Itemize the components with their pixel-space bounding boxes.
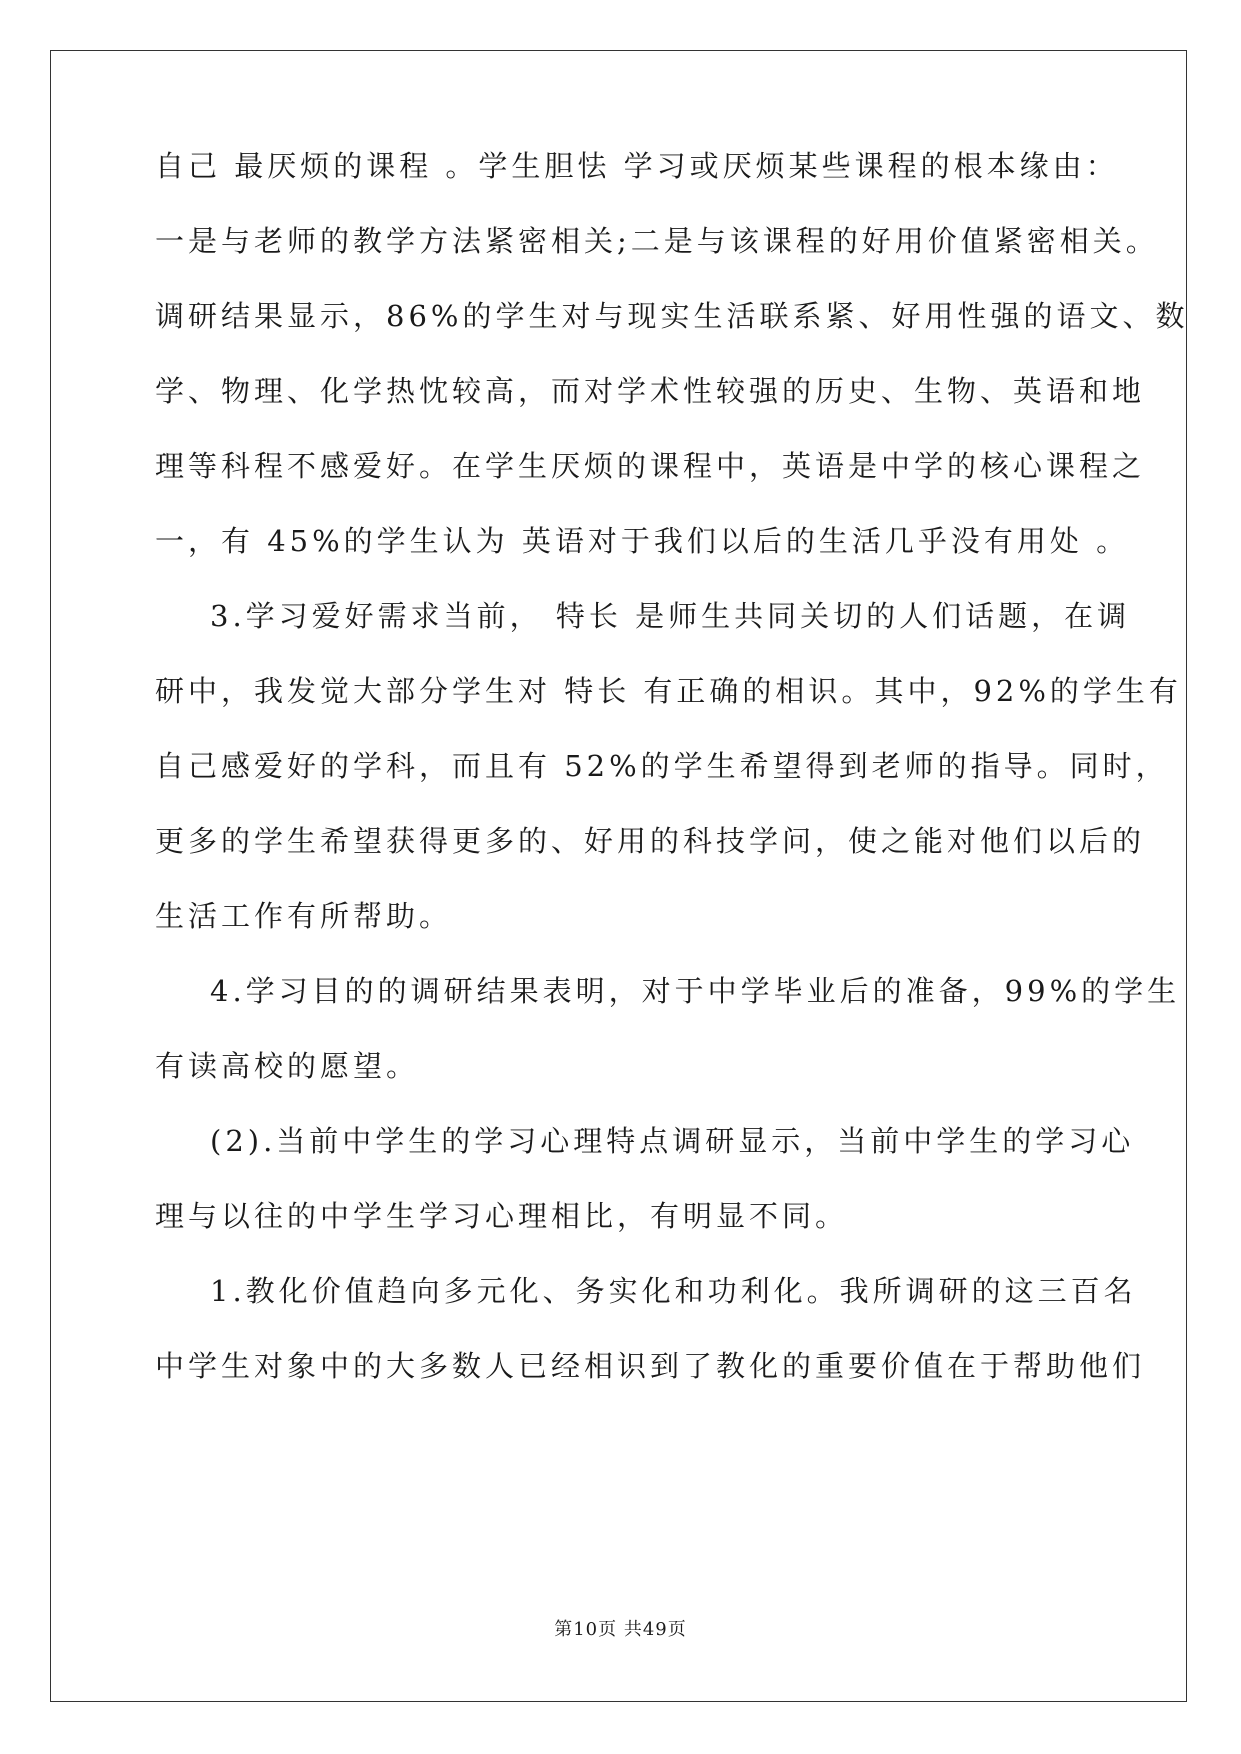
body-text-line-4: 学、物理、化学热忱较高，而对学术性较强的历史、生物、英语和地: [155, 374, 1146, 408]
body-text-line-9: 自己感爱好的学科，而且有 52%的学生希望得到老师的指导。同时，: [155, 749, 1169, 783]
body-text-line-15: 理与以往的中学生学习心理相比，有明显不同。: [155, 1199, 849, 1233]
body-text-line-8: 研中，我发觉大部分学生对 特长 有正确的相识。其中，92%的学生有: [155, 674, 1182, 708]
body-text-line-3: 调研结果显示，86%的学生对与现实生活联系紧、好用性强的语文、数: [155, 299, 1189, 333]
body-text-line-1: 自己 最厌烦的课程 。学生胆怯 学习或厌烦某些课程的根本缘由：: [155, 149, 1119, 183]
body-text-line-16: 1.教化价值趋向多元化、务实化和功利化。我所调研的这三百名: [210, 1274, 1137, 1308]
body-text-line-17: 中学生对象中的大多数人已经相识到了教化的重要价值在于帮助他们: [155, 1349, 1146, 1383]
body-text-line-7: 3.学习爱好需求当前， 特长 是师生共同关切的人们话题，在调: [210, 599, 1131, 633]
page-number-footer: 第10页 共49页: [554, 1619, 687, 1640]
body-text-line-13: 有读高校的愿望。: [155, 1049, 420, 1083]
body-text-line-10: 更多的学生希望获得更多的、好用的科技学问，使之能对他们以后的: [155, 824, 1146, 858]
body-text-line-2: 一是与老师的教学方法紧密相关;二是与该课程的好用价值紧密相关。: [155, 224, 1159, 258]
body-text-line-14: (2).当前中学生的学习心理特点调研显示，当前中学生的学习心: [210, 1124, 1135, 1158]
body-text-line-11: 生活工作有所帮助。: [155, 899, 453, 933]
body-text-line-5: 理等科程不感爱好。在学生厌烦的课程中，英语是中学的核心课程之: [155, 449, 1146, 483]
body-text-line-6: 一，有 45%的学生认为 英语对于我们以后的生活几乎没有用处 。: [155, 524, 1130, 558]
body-text-line-12: 4.学习目的的调研结果表明，对于中学毕业后的准备，99%的学生: [210, 974, 1181, 1008]
